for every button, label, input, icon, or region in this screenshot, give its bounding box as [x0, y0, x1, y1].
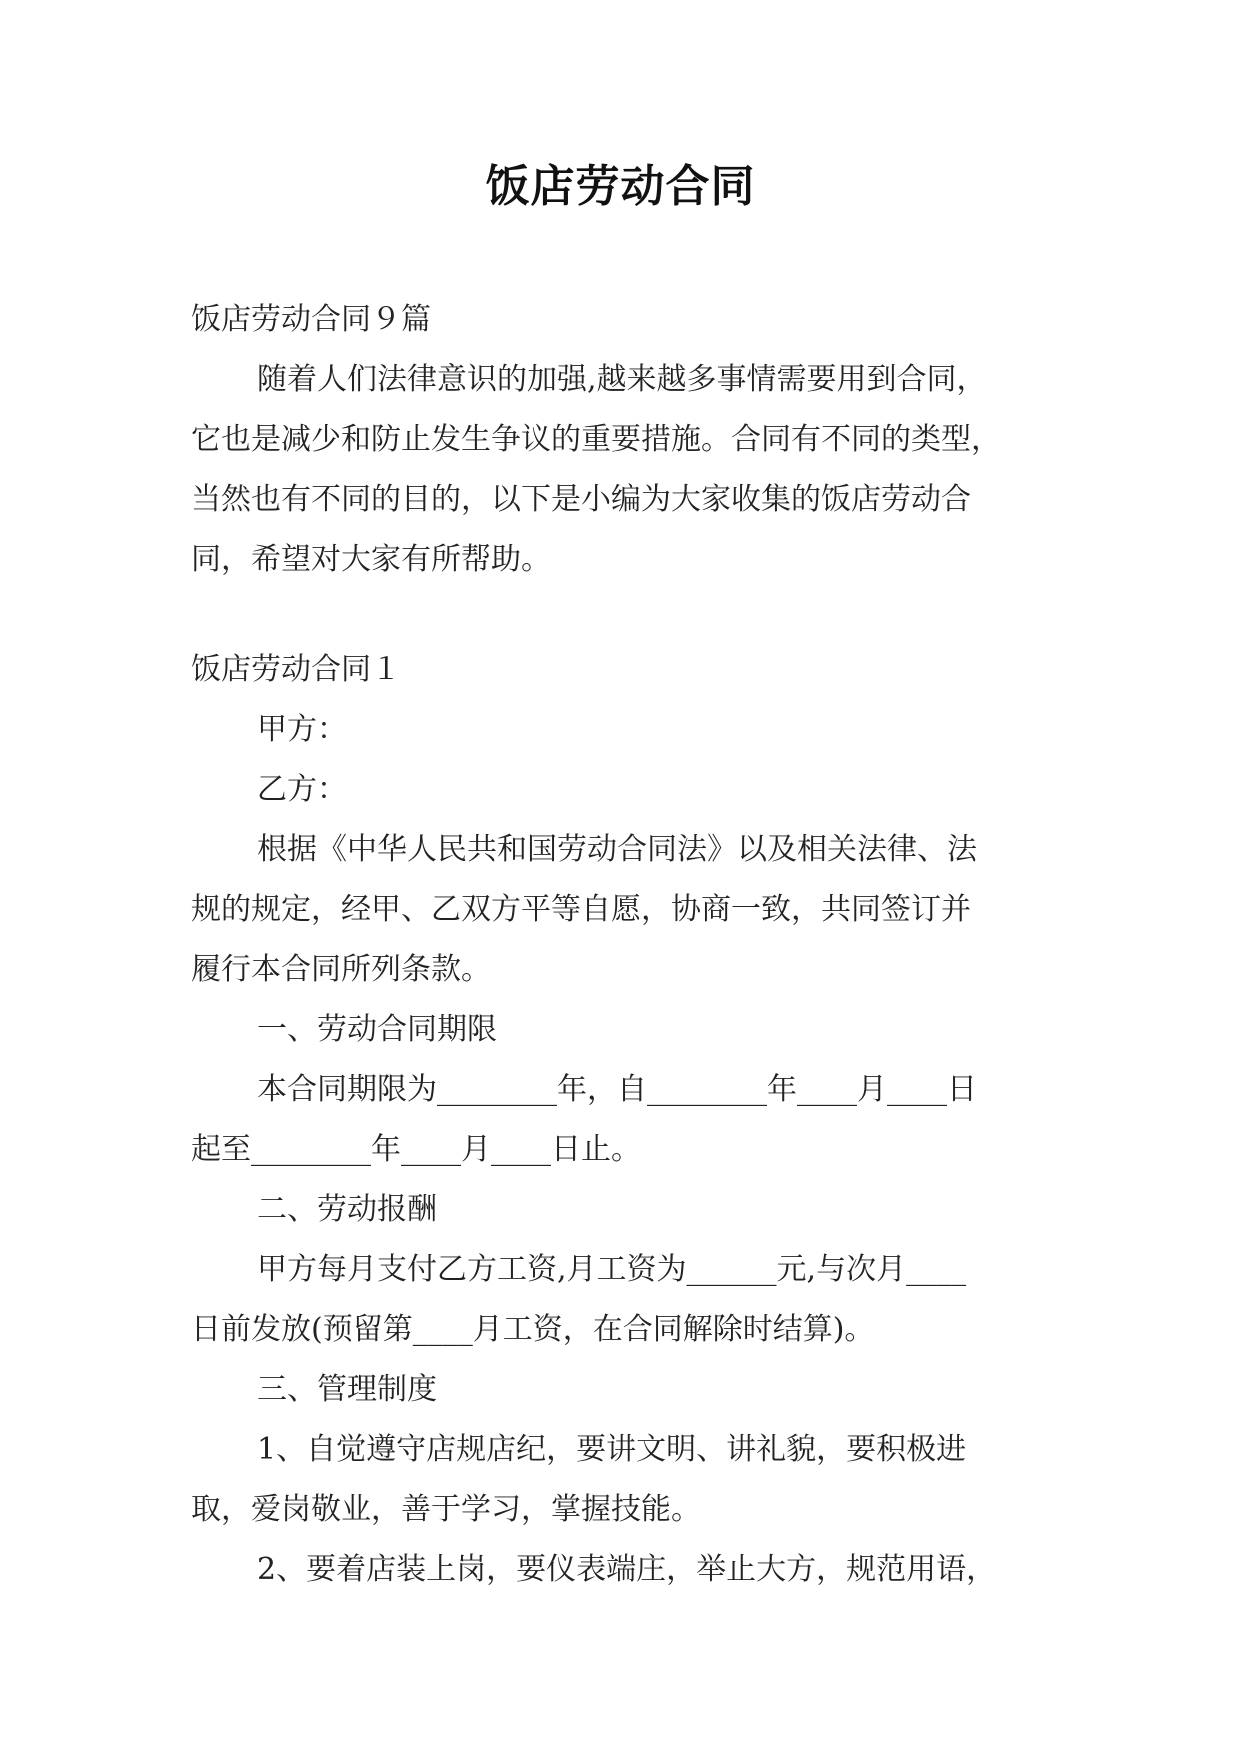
- document-title: 饭店劳动合同: [485, 161, 756, 212]
- intro-line-1: 随着人们法律意识的加强,越来越多事情需要用到合同，: [257, 362, 987, 397]
- rule-1-line-1: 1、自觉遵守店规店纪，要讲文明、讲礼貌，要积极进: [257, 1432, 967, 1467]
- document-body: [191, 290, 1051, 1600]
- section-gap: [191, 590, 1051, 640]
- preamble-line-1: 根据《中华人民共和国劳动合同法》以及相关法律、法: [257, 832, 977, 867]
- preamble-line-3: 履行本合同所列条款。: [191, 952, 491, 987]
- intro-line-2: 它也是减少和防止发生争议的重要措施。合同有不同的类型，: [191, 422, 1001, 457]
- intro-line-3: 当然也有不同的目的，以下是小编为大家收集的饭店劳动合: [191, 482, 971, 517]
- intro-line-4: 同，希望对大家有所帮助。: [191, 542, 551, 577]
- rule-2-line-1: 2、要着店装上岗，要仪表端庄，举止大方，规范用语，: [257, 1552, 997, 1587]
- clause-3-heading: 三、管理制度: [257, 1372, 437, 1407]
- collection-heading: 饭店劳动合同９篇: [191, 302, 431, 337]
- clause-2-line-2: 日前发放(预留第____月工资，在合同解除时结算)。: [191, 1312, 875, 1347]
- clause-2-heading: 二、劳动报酬: [257, 1192, 437, 1227]
- party-a-label: 甲方：: [257, 712, 347, 747]
- clause-1-line-1: 本合同期限为________年，自________年____月____日: [257, 1072, 977, 1107]
- contract-1-heading: 饭店劳动合同１: [191, 652, 401, 687]
- clause-1-heading: 一、劳动合同期限: [257, 1012, 497, 1047]
- preamble-line-2: 规的规定，经甲、乙双方平等自愿，协商一致，共同签订并: [191, 892, 971, 927]
- party-b-label: 乙方：: [257, 772, 347, 807]
- clause-1-line-2: 起至________年____月____日止。: [191, 1132, 641, 1167]
- rule-1-line-2: 取，爱岗敬业，善于学习，掌握技能。: [191, 1492, 701, 1527]
- clause-2-line-1: 甲方每月支付乙方工资,月工资为______元,与次月____: [257, 1252, 967, 1287]
